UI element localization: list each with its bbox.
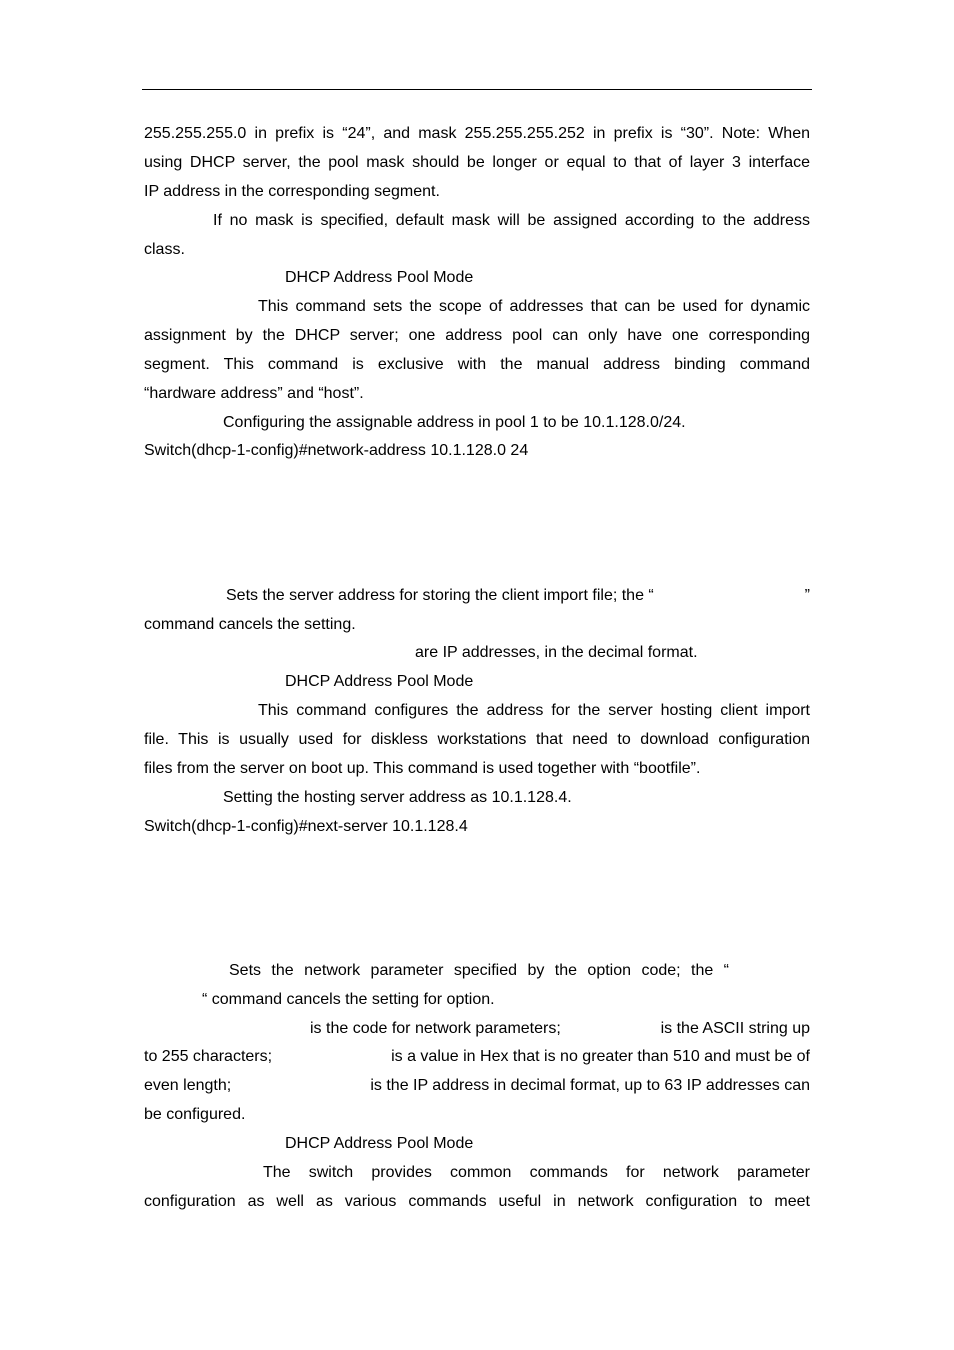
usage-guide-line: This command sets the scope of addresses that can be used for dynamic (258, 298, 810, 315)
command-mode: DHCP Address Pool Mode (285, 1135, 474, 1152)
usage-guide-line: “hardware address” and “host”. (144, 385, 364, 402)
command-mode: DHCP Address Pool Mode (285, 673, 474, 690)
usage-guide-line: The switch provides common commands for network parameter (263, 1164, 810, 1181)
parameter-line (144, 1047, 810, 1067)
parameter-description: are IP addresses, in the decimal format. (415, 644, 698, 661)
usage-guide-line: configuration as well as various commands useful in network configuration to meet (144, 1193, 810, 1210)
paragraph-line: class. (144, 241, 185, 258)
function-quote: ” (804, 587, 810, 604)
parameter-line: be configured. (144, 1106, 246, 1123)
example-code: Switch(dhcp-1-config)#next-server 10.1.128.4 (144, 818, 468, 835)
parameter-text: to 255 characters; (144, 1048, 273, 1065)
parameter-text: is a value in Hex that is no greater than 510 and must be of (391, 1048, 810, 1065)
usage-guide-line: file. This is usually used for diskless workstations that need to download configuration (144, 731, 810, 748)
parameter-text: even length; (144, 1077, 232, 1094)
paragraph-line: 255.255.255.0 in prefix is “24”, and mask 255.255.255.252 in prefix is “30”. Note: When (144, 125, 810, 142)
function-line (226, 586, 810, 606)
function-line: command cancels the setting. (144, 616, 356, 633)
paragraph-line: IP address in the corresponding segment. (144, 183, 440, 200)
paragraph-line: If no mask is specified, default mask will be assigned according to the address (213, 212, 810, 229)
example-code: Switch(dhcp-1-config)#network-address 10.1.128.0 24 (144, 442, 529, 459)
parameter-line (144, 1076, 810, 1096)
command-mode: DHCP Address Pool Mode (285, 269, 474, 286)
function-line: “ command cancels the setting for option. (202, 991, 495, 1008)
example-description: Setting the hosting server address as 10.1.128.4. (223, 789, 572, 806)
usage-guide-line: files from the server on boot up. This command is used together with “bootfile”. (144, 760, 701, 777)
example-description: Configuring the assignable address in pool 1 to be 10.1.128.0/24. (223, 414, 686, 431)
parameter-text: is the ASCII string up (660, 1020, 810, 1037)
header-rule (142, 89, 812, 90)
usage-guide-line: assignment by the DHCP server; one address pool can only have one corresponding (144, 327, 810, 344)
usage-guide-line: segment. This command is exclusive with the manual address binding command (144, 356, 810, 373)
parameter-line (144, 1019, 810, 1039)
usage-guide-line: This command configures the address for the server hosting client import (258, 702, 810, 719)
function-line: Sets the network parameter specified by the option code; the “ (229, 962, 729, 979)
paragraph-line: using DHCP server, the pool mask should be longer or equal to that of layer 3 interface (144, 154, 810, 171)
function-text: Sets the server address for storing the client import file; the “ (226, 587, 654, 604)
parameter-text: is the IP address in decimal format, up to 63 IP addresses can (370, 1077, 810, 1094)
parameter-text: is the code for network parameters; (310, 1020, 561, 1037)
